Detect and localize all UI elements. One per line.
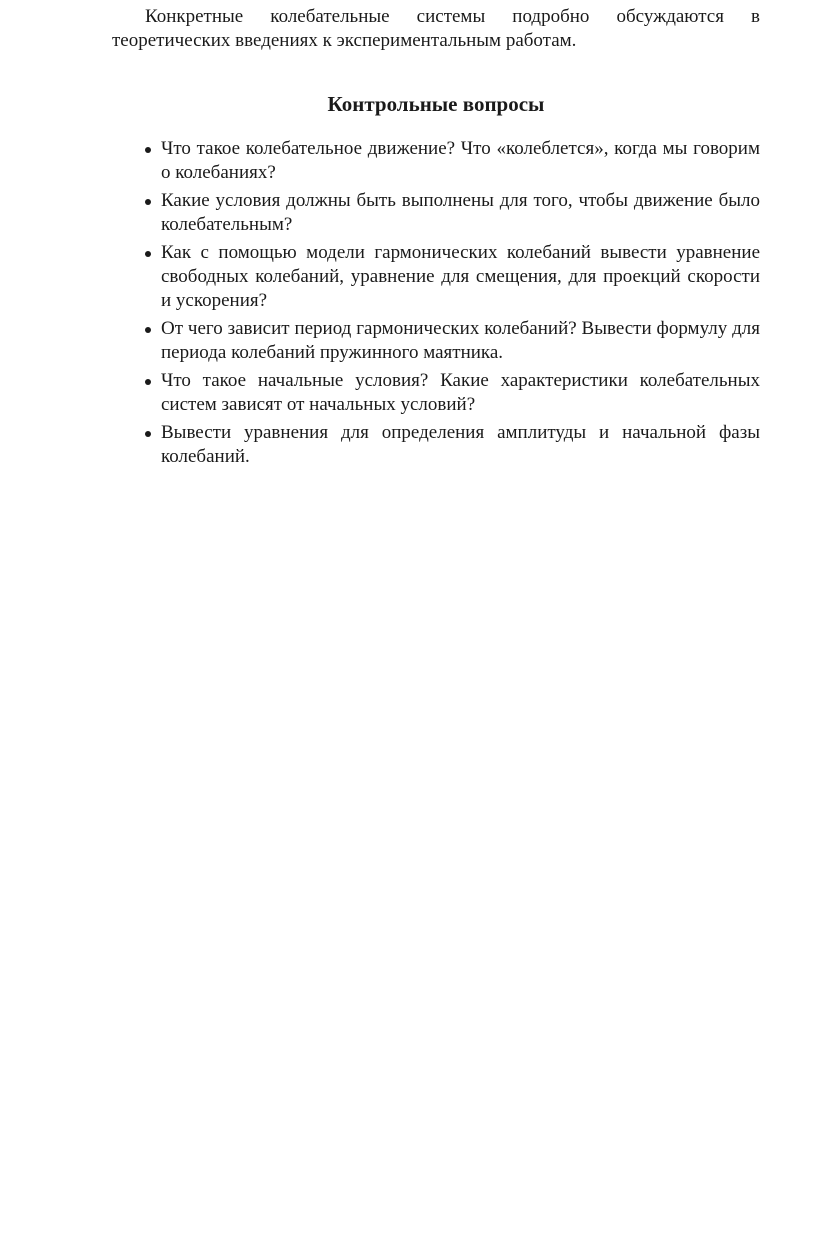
bullet-icon: [145, 379, 151, 385]
question-text: Вывести уравнения для определения амплитуды и начальной фазы колебаний.: [161, 422, 760, 467]
question-text: От чего зависит период гармонических колебаний? Вывести формулу для периода колебаний пружинного маятника.: [161, 318, 760, 363]
question-text: Какие условия должны быть выполнены для того, чтобы движение было колебательным?: [161, 190, 760, 235]
question-item: [112, 369, 760, 417]
question-item: [112, 421, 760, 469]
question-item: [112, 241, 760, 313]
question-text: Как с помощью модели гармонических колебаний вывести уравнение свободных колебаний, уравнение для смещения, для проекций скорости и ускорения?: [161, 242, 760, 311]
question-text: Что такое начальные условия? Какие характеристики колебательных систем зависят от начальных условий?: [161, 370, 760, 415]
question-item: [112, 317, 760, 365]
bullet-icon: [145, 147, 151, 153]
questions-list: [112, 137, 760, 469]
bullet-icon: [145, 251, 151, 257]
question-item: [112, 189, 760, 237]
bullet-icon: [145, 327, 151, 333]
page: [112, 0, 760, 473]
intro-paragraph: Конкретные колебательные системы подробно обсуждаются в теоретических введениях к экспериментальным работам.: [112, 6, 760, 51]
question-item: [112, 137, 760, 185]
question-text: Что такое колебательное движение? Что «колеблется», когда мы говорим о колебаниях?: [161, 138, 760, 183]
bullet-icon: [145, 431, 151, 437]
section-heading: Контрольные вопросы: [327, 92, 545, 116]
bullet-icon: [145, 199, 151, 205]
